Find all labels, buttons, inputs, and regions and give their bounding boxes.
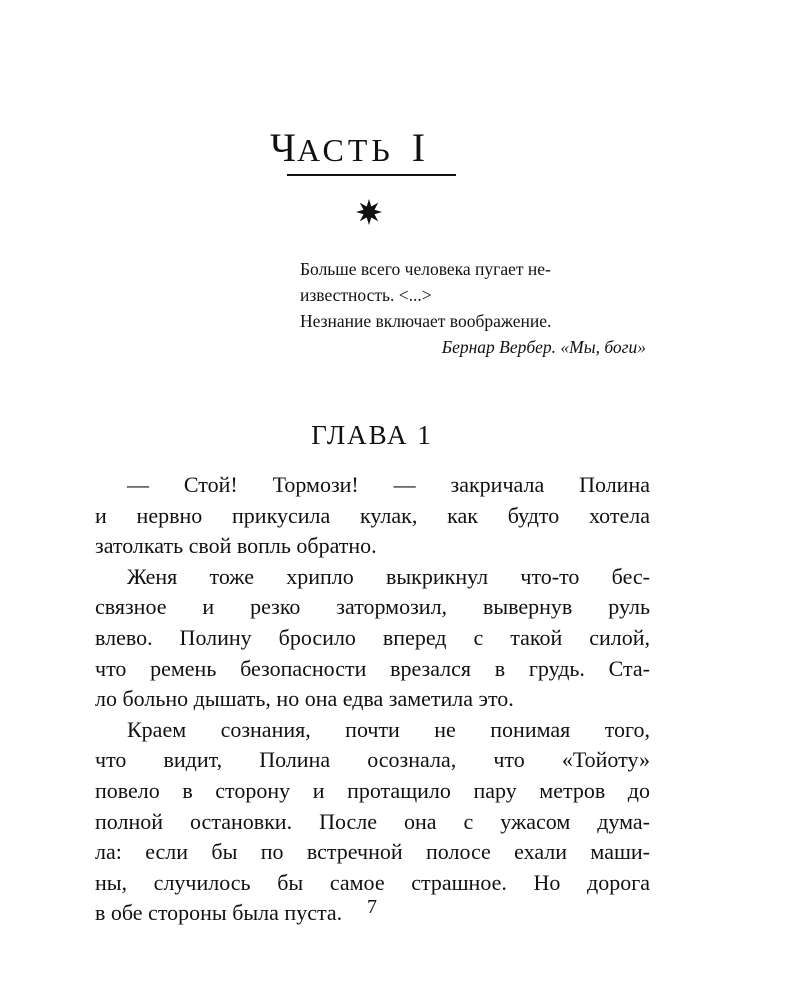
text-line: ла: если бы по встречной полосе ехали маши- — [95, 839, 650, 865]
text-line: связное и резко затормозил, вывернув руль — [95, 594, 650, 620]
text-line: Краем сознания, почти не понимая того, — [127, 716, 650, 742]
text-line: что видит, Полина осознала, что «Тойоту» — [95, 747, 650, 773]
part-title-underline — [287, 174, 456, 176]
chapter-text — [95, 470, 650, 929]
text-line: — Стой! Тормози! — закричала Полина — [127, 472, 650, 497]
text-line: что ремень безопасности врезался в грудь. Ста- — [95, 655, 650, 681]
epigraph-line: известность. <...> — [300, 285, 432, 305]
epigraph — [300, 256, 652, 360]
text-line: полной остановки. После она с ужасом дума- — [95, 808, 650, 834]
text-line: ло больно дышать, но она едва заметила это. — [95, 686, 514, 712]
part-numeral: I — [411, 125, 427, 170]
paragraph — [95, 470, 650, 562]
part-title-rest: АСТЬ — [297, 132, 394, 168]
epigraph-line: Больше всего человека пугает не- — [300, 259, 551, 279]
star-ornament-icon — [355, 198, 383, 226]
part-title-initial: Ч — [270, 125, 297, 170]
text-line: повело в сторону и протащило пару метров до — [95, 777, 650, 803]
epigraph-attribution: Бернар Вербер. «Мы, боги» — [441, 337, 646, 357]
paragraph — [95, 562, 650, 715]
text-line: ны, случилось бы самое страшное. Но дорога — [95, 869, 650, 895]
text-line: влево. Полину бросило вперед с такой силой, — [95, 624, 650, 650]
text-line: в обе стороны была пуста. — [95, 900, 343, 926]
part-title — [270, 125, 470, 170]
text-line: Женя тоже хрипло выкрикнул что-то бес- — [127, 563, 650, 589]
text-line: и нервно прикусила кулак, как будто хотела — [95, 502, 650, 528]
page-number: 7 — [367, 896, 377, 918]
epigraph-line: Незнание включает воображение. — [300, 311, 552, 331]
text-line: затолкать свой вопль обратно. — [95, 533, 377, 559]
chapter-title: ГЛАВА 1 — [311, 420, 433, 450]
